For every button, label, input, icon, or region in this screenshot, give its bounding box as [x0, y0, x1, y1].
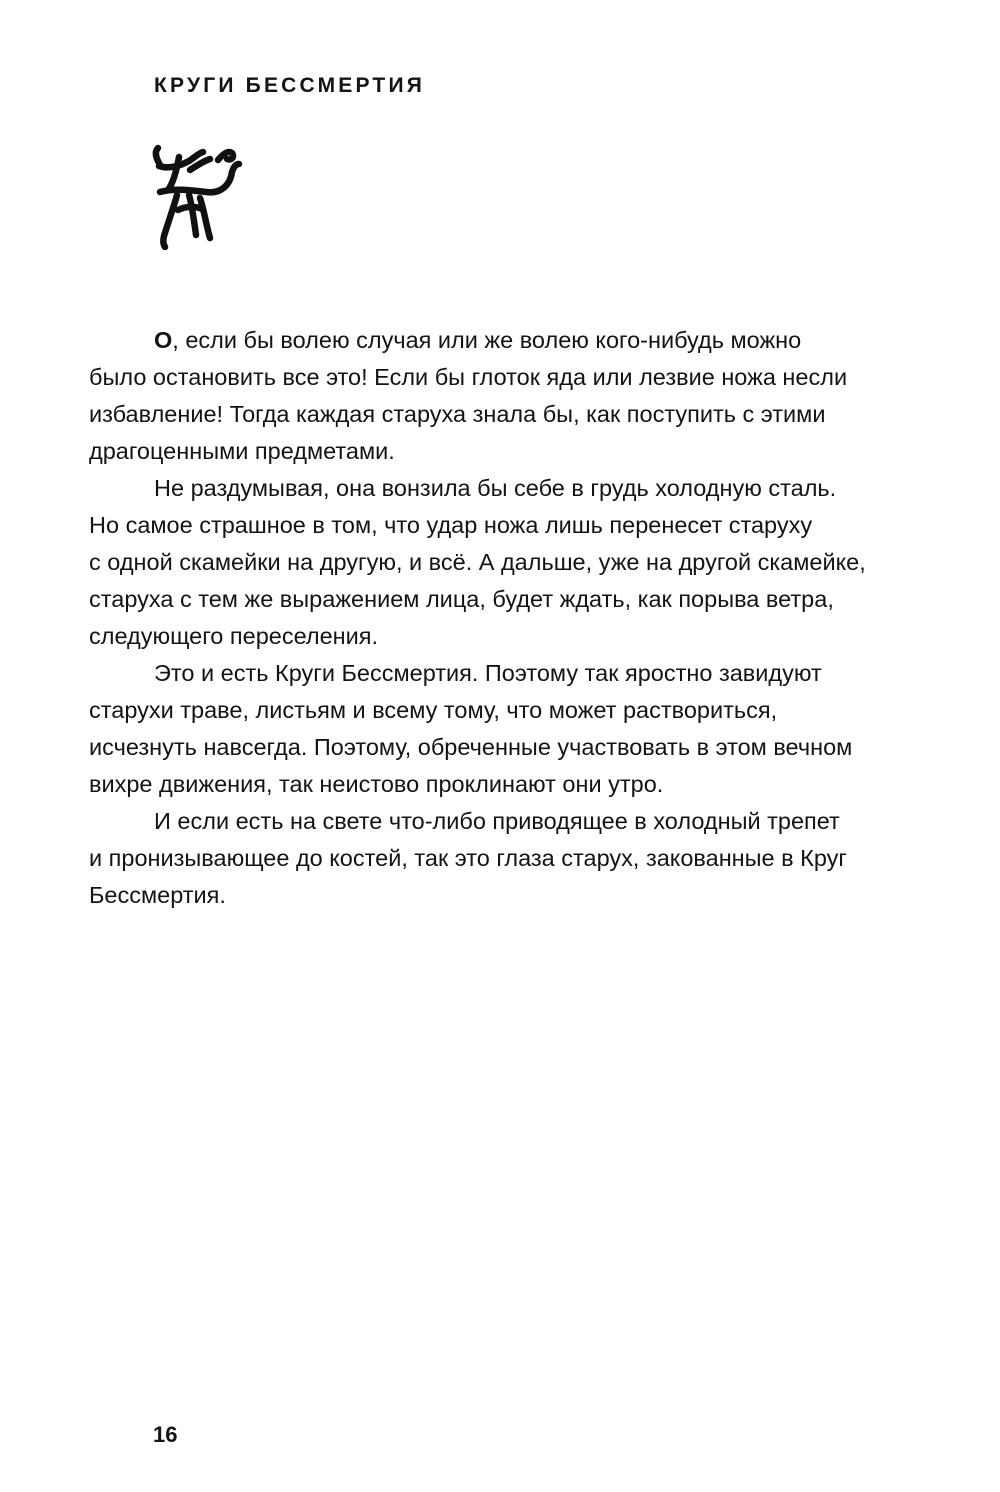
- text-line: И если есть на свете что-либо приводящее в холодный трепет: [154, 808, 840, 834]
- text-line: Это и есть Круги Бессмертия. Поэтому так яростно завидуют: [154, 660, 822, 686]
- running-head: КРУГИ БЕССМЕРТИЯ: [154, 74, 426, 97]
- text-line: Но самое страшное в том, что удар ножа лишь перенесет старуху: [89, 512, 813, 538]
- text-line: было остановить все это! Если бы глоток яда или лезвие ножа несли: [89, 364, 848, 390]
- text-line: вихре движения, так неистово проклинают они утро.: [89, 771, 664, 797]
- text-line: избавление! Тогда каждая старуха знала бы, как поступить с этими: [89, 401, 826, 427]
- page-number: 16: [153, 1422, 178, 1447]
- body-text: [89, 322, 969, 914]
- drop-letter: О: [154, 327, 173, 353]
- text-line: Бессмертия.: [89, 882, 226, 908]
- text-line: исчезнуть навсегда. Поэтому, обреченные участвовать в этом вечном: [89, 734, 853, 760]
- text-line: старуха с тем же выражением лица, будет ждать, как порыва ветра,: [89, 586, 834, 612]
- text-line: драгоценными предметами.: [89, 438, 395, 464]
- text-line: и пронизывающее до костей, так это глаза старух, закованные в Круг: [89, 845, 847, 871]
- text-line: [89, 322, 969, 359]
- text-line: Не раздумывая, она вонзила бы себе в грудь холодную сталь.: [154, 475, 837, 501]
- text-line-content: , если бы волею случая или же волею кого-нибудь можно: [172, 327, 802, 353]
- text-line: старухи траве, листьям и всему тому, что может раствориться,: [89, 697, 778, 723]
- text-line: с одной скамейки на другую, и всё. А дальше, уже на другой скамейке,: [89, 549, 866, 575]
- text-line: следующего переселения.: [89, 623, 379, 649]
- calligraphic-symbol-icon: [148, 140, 252, 250]
